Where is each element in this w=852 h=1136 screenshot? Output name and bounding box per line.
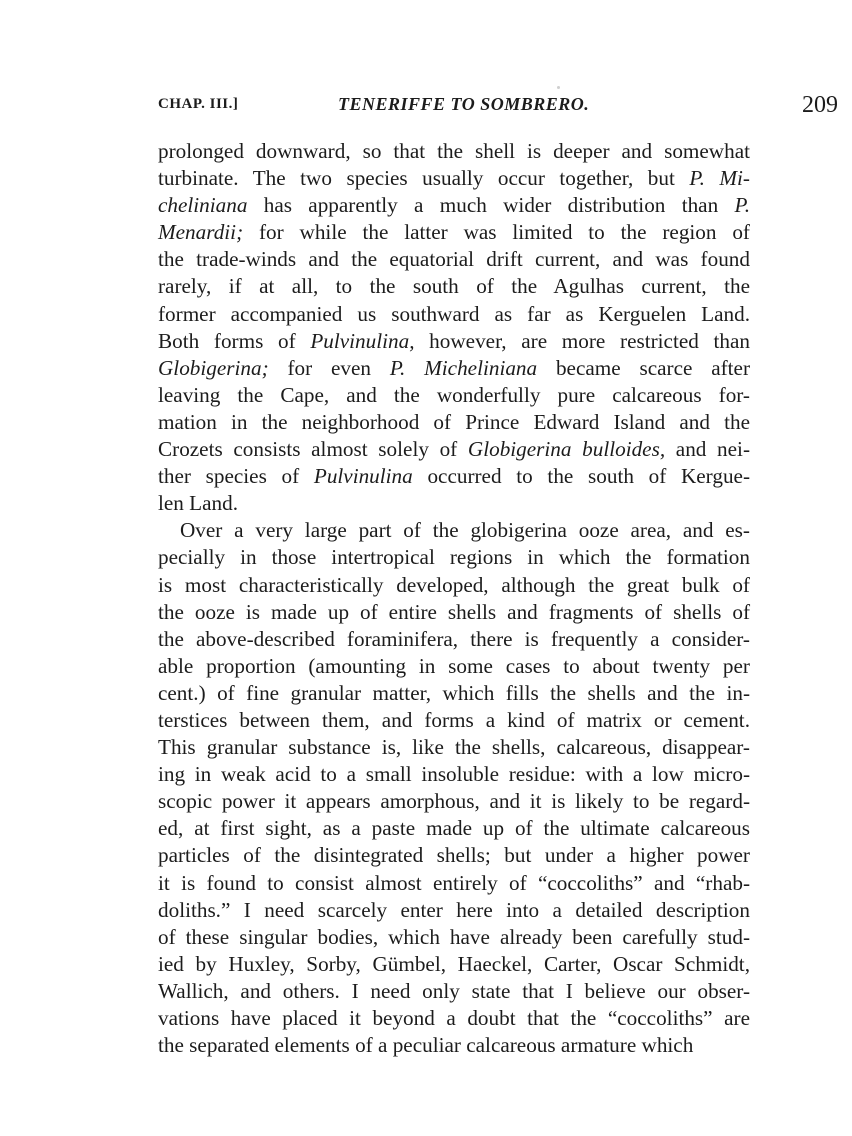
text-line (158, 246, 750, 273)
paragraph (158, 517, 750, 1059)
text-line (158, 544, 750, 571)
text-line (158, 219, 750, 246)
text-run: is most characteristically developed, although the great bulk of (158, 572, 750, 597)
text-line (158, 273, 750, 300)
text-line (158, 409, 750, 436)
text-run: ther species of (158, 464, 314, 489)
text-line (158, 734, 750, 761)
text-line (158, 572, 750, 599)
text-run: of these singular bodies, which have already been carefully stud- (158, 924, 750, 949)
text-run: and nei- (665, 437, 751, 462)
running-title: TENERIFFE TO SOMBRERO. (338, 94, 590, 114)
text-line (158, 382, 750, 409)
text-run: the trade-winds and the equatorial drift current, and was found (158, 247, 750, 272)
chapter-label: CHAP. III.] (158, 96, 239, 112)
text-run: mation in the neighborhood of Prince Edward Island and the (158, 409, 750, 434)
text-run: ied by Huxley, Sorby, Gümbel, Haeckel, Carter, Oscar Schmidt, (158, 951, 750, 976)
text-run: leaving the Cape, and the wonderfully pure calcareous for- (158, 382, 750, 407)
text-line (158, 301, 750, 328)
text-line (158, 626, 750, 653)
text-run: for even (268, 355, 390, 380)
text-line (158, 463, 750, 490)
text-run: This granular substance is, like the shells, calcareous, disappear- (158, 735, 750, 760)
text-line (158, 653, 750, 680)
text-line (158, 490, 750, 517)
text-run: Wallich, and others. I need only state that I believe our obser- (158, 978, 750, 1003)
text-run: turbinate. The two species usually occur together, but (158, 166, 690, 191)
text-run: doliths.” I need scarcely enter here into a detailed description (158, 897, 750, 922)
scan-speck (557, 86, 560, 89)
text-line (158, 761, 750, 788)
text-line (158, 1005, 750, 1032)
italic-term: Globigerina; (158, 355, 269, 380)
text-line (158, 924, 750, 951)
text-run: the ooze is made up of entire shells and fragments of shells of (158, 599, 750, 624)
text-line (158, 355, 750, 382)
text-run: became scarce after (537, 355, 751, 380)
text-line (158, 897, 750, 924)
paragraph (158, 138, 750, 517)
text-line (158, 870, 750, 897)
italic-term: cheliniana (158, 193, 248, 218)
text-run: vations have placed it beyond a doubt that the “coccoliths” are (158, 1006, 750, 1030)
text-line (158, 815, 750, 842)
italic-term: Menardii; (158, 220, 244, 245)
running-header (158, 92, 838, 120)
text-line (158, 707, 750, 734)
text-line (158, 436, 750, 463)
text-run: pecially in those intertropical regions in which the formation (158, 545, 750, 570)
text-run: however, are more restricted than (414, 328, 750, 353)
text-run: the separated elements of a peculiar calcareous armature which (158, 1033, 694, 1058)
text-run: able proportion (amounting in some cases to about twenty per (158, 653, 750, 678)
text-line (158, 599, 750, 626)
text-run: particles of the disintegrated shells; but under a higher power (158, 843, 750, 868)
text-run: Over a very large part of the globigerina ooze area, and es- (180, 518, 750, 543)
text-line (158, 842, 750, 869)
italic-term: Pulvinulina (313, 464, 413, 489)
text-run: occurred to the south of Kergue- (412, 464, 750, 489)
text-run: former accompanied us southward as far as Kerguelen Land. (158, 301, 750, 326)
text-run: it is found to consist almost entirely of “coccoliths” and “rhab- (158, 870, 750, 895)
text-line (158, 951, 750, 978)
text-line (158, 978, 750, 1005)
text-run: has apparently a much wider distribution than (247, 193, 735, 218)
text-line (158, 138, 750, 165)
text-run: rarely, if at all, to the south of the Agulhas current, the (158, 274, 750, 299)
text-run: the above-described foraminifera, there is frequently a consider- (158, 626, 750, 651)
text-line (158, 1032, 750, 1059)
text-run: terstices between them, and forms a kind of matrix or cement. (158, 707, 750, 732)
text-run: ed, at first sight, as a paste made up of the ultimate calcareous (158, 816, 750, 841)
italic-term: Pulvinulina, (310, 328, 415, 353)
italic-term: P. Micheliniana (389, 355, 538, 380)
page-number: 209 (802, 92, 838, 118)
text-line (158, 517, 750, 544)
italic-term: P. (734, 193, 750, 218)
text-run: ing in weak acid to a small insoluble residue: with a low micro- (158, 762, 750, 787)
text-run: Crozets consists almost solely of (158, 437, 468, 462)
text-line (158, 165, 750, 192)
text-line (158, 680, 750, 707)
text-run: cent.) of fine granular matter, which fills the shells and the in- (158, 680, 750, 705)
body-text (158, 138, 750, 1059)
text-line (158, 192, 750, 219)
text-line (158, 328, 750, 355)
text-run: scopic power it appears amorphous, and it is likely to be regard- (158, 789, 750, 814)
italic-term: Globigerina bulloides, (467, 437, 666, 462)
text-run: for while the latter was limited to the region of (243, 220, 750, 245)
text-run: prolonged downward, so that the shell is deeper and somewhat (158, 139, 750, 163)
text-line (158, 788, 750, 815)
text-run: len Land. (158, 491, 239, 516)
text-run: Both forms of (158, 328, 311, 353)
italic-term: P. Mi- (689, 166, 750, 191)
